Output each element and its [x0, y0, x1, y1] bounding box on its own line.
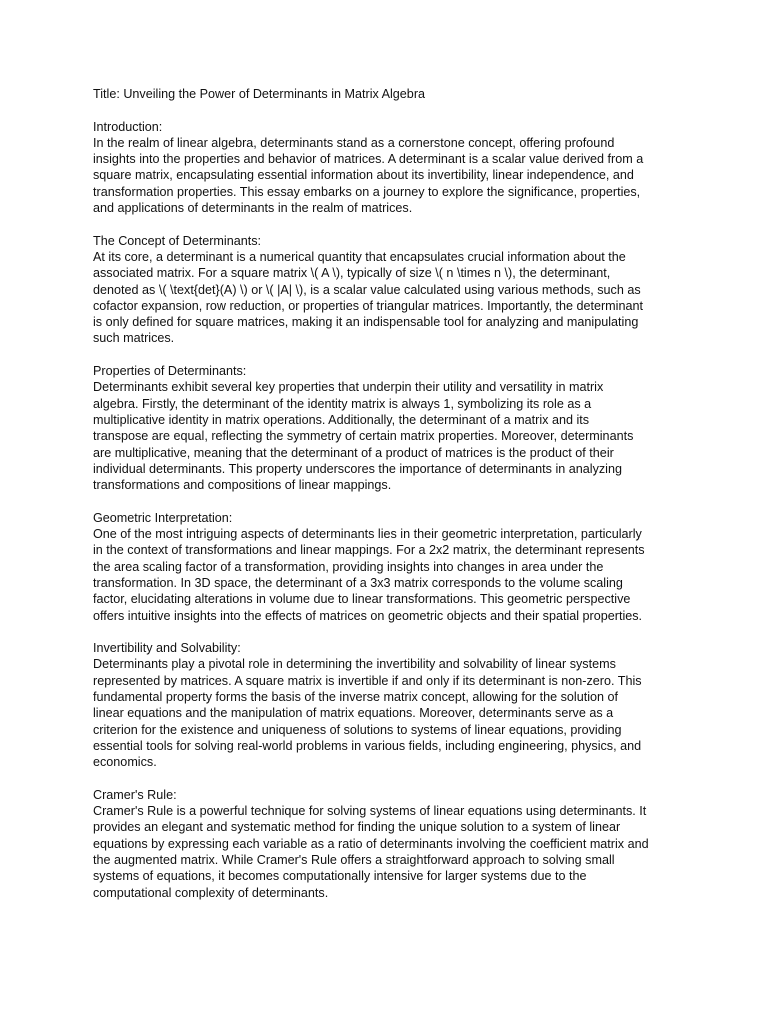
paragraph-line: in the context of transformations and linear mappings. For a 2x2 matrix, the determinant represents	[93, 543, 645, 558]
paragraph-line: are multiplicative, meaning that the determinant of a product of matrices is the product of their	[93, 445, 614, 460]
paragraph-line: square matrix, encapsulating essential information about its invertibility, linear independence, and	[93, 168, 634, 183]
document-section	[93, 787, 683, 901]
document-section	[93, 119, 683, 217]
section-heading: The Concept of Determinants:	[93, 233, 261, 248]
document-body	[93, 86, 683, 901]
paragraph-line: cofactor expansion, row reduction, or properties of triangular matrices. Importantly, the determinant	[93, 298, 643, 313]
paragraph-line: linear equations and the manipulation of matrix equations. Moreover, determinants serve as a	[93, 706, 614, 721]
paragraph-line: insights into the properties and behavior of matrices. A determinant is a scalar value derived from a	[93, 152, 644, 167]
paragraph-line: multiplicative identity in matrix operations. Additionally, the determinant of a matrix and its	[93, 412, 590, 427]
document-section	[93, 510, 683, 624]
section-heading: Properties of Determinants:	[93, 364, 247, 379]
paragraph-line: transformations and compositions of linear mappings.	[93, 478, 392, 493]
paragraph-line: Determinants play a pivotal role in determining the invertibility and solvability of linear systems	[93, 657, 616, 672]
section-heading: Cramer's Rule:	[93, 787, 177, 802]
paragraph-line: At its core, a determinant is a numerical quantity that encapsulates crucial information about the	[93, 249, 626, 264]
paragraph-line: systems of equations, it becomes computationally intensive for larger systems due to the	[93, 869, 587, 884]
document-section	[93, 233, 683, 347]
paragraph-line: factor, elucidating alterations in volume due to linear transformations. This geometric perspective	[93, 592, 631, 607]
paragraph-line: is only defined for square matrices, making it an indispensable tool for analyzing and manipulating	[93, 315, 639, 330]
paragraph-line: such matrices.	[93, 331, 175, 346]
paragraph-line: offers intuitive insights into the effects of matrices on geometric objects and their spatial properties.	[93, 608, 643, 623]
paragraph-line: transpose are equal, reflecting the symmetry of certain matrix properties. Moreover, determinants	[93, 429, 634, 444]
paragraph-line: In the realm of linear algebra, determinants stand as a cornerstone concept, offering profound	[93, 135, 615, 150]
section-heading: Geometric Interpretation:	[93, 510, 233, 525]
document-section	[93, 640, 683, 770]
paragraph-line: the augmented matrix. While Cramer's Rule offers a straightforward approach to solving small	[93, 852, 615, 867]
paragraph-line: computational complexity of determinants.	[93, 885, 329, 900]
paragraph-line: essential tools for solving real-world problems in various fields, including engineering, physics, and	[93, 738, 642, 753]
paragraph-line: denoted as \( \text{det}(A) \) or \( |A| \), is a scalar value calculated using various methods, such as	[93, 282, 641, 297]
paragraph-line: transformation properties. This essay embarks on a journey to explore the significance, properties,	[93, 184, 641, 199]
document-sections	[93, 119, 683, 901]
paragraph-line: One of the most intriguing aspects of determinants lies in their geometric interpretation, particularly	[93, 527, 642, 542]
document-title: Title: Unveiling the Power of Determinants in Matrix Algebra	[93, 87, 426, 101]
paragraph-line: and applications of determinants in the realm of matrices.	[93, 201, 413, 216]
paragraph-line: fundamental property forms the basis of the inverse matrix concept, allowing for the solution of	[93, 689, 619, 704]
paragraph-line: criterion for the existence and uniqueness of solutions to systems of linear equations, providing	[93, 722, 622, 737]
section-heading: Invertibility and Solvability:	[93, 641, 241, 656]
paragraph-line: transformation. In 3D space, the determinant of a 3x3 matrix corresponds to the volume scaling	[93, 575, 623, 590]
document-section	[93, 363, 683, 493]
paragraph-line: equations by expressing each variable as a ratio of determinants involving the coefficient matrix and	[93, 836, 649, 851]
paragraph-line: represented by matrices. A square matrix is invertible if and only if its determinant is non-zero. This	[93, 673, 642, 688]
paragraph-line: the area scaling factor of a transformation, providing insights into changes in area under the	[93, 559, 604, 574]
paragraph-line: Determinants exhibit several key properties that underpin their utility and versatility in matrix	[93, 380, 604, 395]
paragraph-line: algebra. Firstly, the determinant of the identity matrix is always 1, symbolizing its role as a	[93, 396, 592, 411]
paragraph-line: economics.	[93, 755, 157, 770]
section-heading: Introduction:	[93, 119, 163, 134]
paragraph-line: provides an elegant and systematic method for finding the unique solution to a system of linear	[93, 820, 621, 835]
paragraph-line: Cramer's Rule is a powerful technique for solving systems of linear equations using determinants. It	[93, 804, 647, 819]
paragraph-line: associated matrix. For a square matrix \( A \), typically of size \( n \times n \), the determinant,	[93, 266, 611, 281]
paragraph-line: individual determinants. This property underscores the importance of determinants in analyzing	[93, 461, 622, 476]
